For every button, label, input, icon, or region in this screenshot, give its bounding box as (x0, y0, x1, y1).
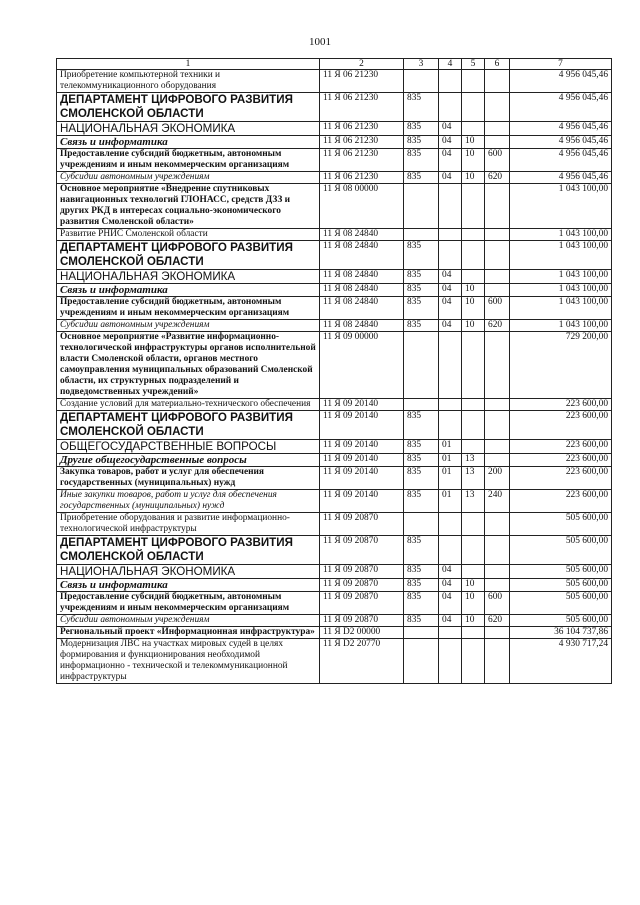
row-name-cell: ДЕПАРТАМЕНТ ЦИФРОВОГО РАЗВИТИЯ СМОЛЕНСКОЙ ОБЛАСТИ (57, 411, 320, 440)
row-name-cell: Создание условий для материально-технического обеспечения (57, 399, 320, 411)
table-row (57, 136, 612, 149)
section-code-cell: 04 (439, 579, 462, 592)
table-row (57, 270, 612, 284)
amount-cell: 36 104 737,86 (510, 627, 612, 639)
department-code-cell (404, 332, 439, 399)
row-name-cell: Связь и информатика (57, 136, 320, 149)
section-code-cell: 04 (439, 270, 462, 284)
expense-type-cell: 240 (485, 490, 510, 513)
section-code-cell: 04 (439, 122, 462, 136)
row-name-cell: НАЦИОНАЛЬНАЯ ЭКОНОМИКА (57, 565, 320, 579)
expense-type-cell (485, 565, 510, 579)
amount-cell: 4 956 045,46 (510, 149, 612, 172)
target-code-cell: 11 Я 06 21230 (320, 149, 404, 172)
row-name-cell: Закупка товаров, работ и услуг для обеспечения государственных (муниципальных) нужд (57, 467, 320, 490)
row-name-cell: НАЦИОНАЛЬНАЯ ЭКОНОМИКА (57, 122, 320, 136)
table-row (57, 513, 612, 536)
row-name-cell: ОБЩЕГОСУДАРСТВЕННЫЕ ВОПРОСЫ (57, 440, 320, 454)
department-code-cell: 835 (404, 592, 439, 615)
target-code-cell: 11 Я 09 20870 (320, 565, 404, 579)
table-row (57, 122, 612, 136)
table-row (57, 627, 612, 639)
department-code-cell: 835 (404, 172, 439, 184)
row-name-cell: Субсидии автономным учреждениям (57, 172, 320, 184)
amount-cell: 729 200,00 (510, 332, 612, 399)
target-code-cell: 11 Я 09 20870 (320, 513, 404, 536)
subsection-code-cell: 10 (462, 592, 485, 615)
amount-cell: 1 043 100,00 (510, 270, 612, 284)
amount-cell: 505 600,00 (510, 536, 612, 565)
expense-type-cell (485, 184, 510, 229)
amount-cell: 1 043 100,00 (510, 320, 612, 332)
section-code-cell (439, 93, 462, 122)
section-code-cell (439, 513, 462, 536)
table-row (57, 411, 612, 440)
expense-type-cell: 200 (485, 467, 510, 490)
amount-cell: 505 600,00 (510, 579, 612, 592)
target-code-cell: 11 Я 09 20140 (320, 399, 404, 411)
expense-type-cell (485, 513, 510, 536)
column-number: 6 (485, 59, 510, 70)
subsection-code-cell: 13 (462, 454, 485, 467)
expense-type-cell (485, 241, 510, 270)
department-code-cell: 835 (404, 615, 439, 627)
row-name-cell: ДЕПАРТАМЕНТ ЦИФРОВОГО РАЗВИТИЯ СМОЛЕНСКОЙ ОБЛАСТИ (57, 93, 320, 122)
expense-type-cell (485, 399, 510, 411)
table-row (57, 639, 612, 684)
section-code-cell (439, 411, 462, 440)
expense-type-cell: 620 (485, 615, 510, 627)
target-code-cell: 11 Я 09 20140 (320, 440, 404, 454)
row-name-cell: Иные закупки товаров, работ и услуг для обеспечения государственных (муниципальных) нужд (57, 490, 320, 513)
department-code-cell (404, 229, 439, 241)
section-code-cell: 04 (439, 136, 462, 149)
subsection-code-cell (462, 229, 485, 241)
row-name-cell: Основное мероприятие «Развитие информационно-технологической инфраструктуры органов исполнительной власти Смоленской области, органов местного самоуправления муниципальных образований Смоленской области, их структурных подразделений и подведомственных учреждений» (57, 332, 320, 399)
page-number: 1001 (309, 36, 331, 48)
amount-cell: 4 956 045,46 (510, 172, 612, 184)
expense-type-cell: 600 (485, 297, 510, 320)
target-code-cell: 11 Я 09 20140 (320, 411, 404, 440)
amount-cell: 4 930 717,24 (510, 639, 612, 684)
table-row (57, 399, 612, 411)
expense-type-cell (485, 70, 510, 93)
section-code-cell: 01 (439, 454, 462, 467)
department-code-cell: 835 (404, 270, 439, 284)
section-code-cell: 04 (439, 615, 462, 627)
department-code-cell: 835 (404, 122, 439, 136)
subsection-code-cell: 10 (462, 172, 485, 184)
table-row (57, 579, 612, 592)
expense-type-cell (485, 411, 510, 440)
subsection-code-cell: 10 (462, 297, 485, 320)
department-code-cell: 835 (404, 241, 439, 270)
table-body (57, 70, 612, 684)
table-row (57, 615, 612, 627)
department-code-cell: 835 (404, 440, 439, 454)
section-code-cell (439, 399, 462, 411)
row-name-cell: Приобретение компьютерной техники и телекоммуникационного оборудования (57, 70, 320, 93)
target-code-cell: 11 Я 09 20140 (320, 454, 404, 467)
row-name-cell: Развитие РНИС Смоленской области (57, 229, 320, 241)
department-code-cell: 835 (404, 454, 439, 467)
row-name-cell: Субсидии автономным учреждениям (57, 615, 320, 627)
amount-cell: 1 043 100,00 (510, 229, 612, 241)
row-name-cell: Приобретение оборудования и развитие информационно-технологической инфраструктуры (57, 513, 320, 536)
section-code-cell (439, 332, 462, 399)
target-code-cell: 11 Я 06 21230 (320, 136, 404, 149)
row-name-cell: Субсидии автономным учреждениям (57, 320, 320, 332)
expense-type-cell: 620 (485, 320, 510, 332)
subsection-code-cell (462, 70, 485, 93)
table-row (57, 70, 612, 93)
section-code-cell (439, 241, 462, 270)
amount-cell: 223 600,00 (510, 454, 612, 467)
subsection-code-cell: 10 (462, 284, 485, 297)
subsection-code-cell (462, 411, 485, 440)
amount-cell: 1 043 100,00 (510, 184, 612, 229)
subsection-code-cell (462, 440, 485, 454)
target-code-cell: 11 Я 08 24840 (320, 297, 404, 320)
table-row (57, 229, 612, 241)
section-code-cell (439, 184, 462, 229)
section-code-cell: 04 (439, 565, 462, 579)
amount-cell: 4 956 045,46 (510, 93, 612, 122)
row-name-cell: Связь и информатика (57, 579, 320, 592)
row-name-cell: Предоставление субсидий бюджетным, автономным учреждениям и иным некоммерческим организациям (57, 149, 320, 172)
expense-type-cell (485, 579, 510, 592)
subsection-code-cell: 13 (462, 467, 485, 490)
amount-cell: 505 600,00 (510, 592, 612, 615)
expense-type-cell: 600 (485, 149, 510, 172)
department-code-cell: 835 (404, 467, 439, 490)
table-row (57, 332, 612, 399)
department-code-cell: 835 (404, 320, 439, 332)
section-code-cell (439, 229, 462, 241)
section-code-cell: 01 (439, 440, 462, 454)
target-code-cell: 11 Я 08 24840 (320, 284, 404, 297)
amount-cell: 223 600,00 (510, 440, 612, 454)
budget-table (56, 58, 612, 684)
section-code-cell: 04 (439, 284, 462, 297)
amount-cell: 1 043 100,00 (510, 297, 612, 320)
column-number: 3 (404, 59, 439, 70)
expense-type-cell (485, 440, 510, 454)
section-code-cell: 01 (439, 467, 462, 490)
expense-type-cell (485, 122, 510, 136)
expense-type-cell (485, 270, 510, 284)
target-code-cell: 11 Я D2 00000 (320, 627, 404, 639)
table-row (57, 241, 612, 270)
target-code-cell: 11 Я 09 20870 (320, 592, 404, 615)
table-row (57, 297, 612, 320)
target-code-cell: 11 Я 09 20140 (320, 490, 404, 513)
target-code-cell: 11 Я 08 24840 (320, 320, 404, 332)
target-code-cell: 11 Я 09 20870 (320, 536, 404, 565)
department-code-cell: 835 (404, 579, 439, 592)
department-code-cell: 835 (404, 297, 439, 320)
amount-cell: 223 600,00 (510, 399, 612, 411)
section-code-cell: 04 (439, 149, 462, 172)
target-code-cell: 11 Я 08 24840 (320, 270, 404, 284)
subsection-code-cell (462, 536, 485, 565)
subsection-code-cell (462, 639, 485, 684)
subsection-code-cell: 13 (462, 490, 485, 513)
target-code-cell: 11 Я 06 21230 (320, 172, 404, 184)
subsection-code-cell (462, 184, 485, 229)
subsection-code-cell: 10 (462, 615, 485, 627)
target-code-cell: 11 Я D2 20770 (320, 639, 404, 684)
row-name-cell: ДЕПАРТАМЕНТ ЦИФРОВОГО РАЗВИТИЯ СМОЛЕНСКОЙ ОБЛАСТИ (57, 536, 320, 565)
section-code-cell (439, 627, 462, 639)
department-code-cell: 835 (404, 536, 439, 565)
target-code-cell: 11 Я 09 00000 (320, 332, 404, 399)
column-number: 1 (57, 59, 320, 70)
target-code-cell: 11 Я 06 21230 (320, 70, 404, 93)
amount-cell: 4 956 045,46 (510, 122, 612, 136)
amount-cell: 505 600,00 (510, 513, 612, 536)
department-code-cell: 835 (404, 284, 439, 297)
expense-type-cell (485, 536, 510, 565)
subsection-code-cell (462, 565, 485, 579)
amount-cell: 505 600,00 (510, 615, 612, 627)
row-name-cell: ДЕПАРТАМЕНТ ЦИФРОВОГО РАЗВИТИЯ СМОЛЕНСКОЙ ОБЛАСТИ (57, 241, 320, 270)
expense-type-cell (485, 627, 510, 639)
section-code-cell: 04 (439, 297, 462, 320)
expense-type-cell (485, 136, 510, 149)
section-code-cell (439, 536, 462, 565)
target-code-cell: 11 Я 06 21230 (320, 93, 404, 122)
row-name-cell: НАЦИОНАЛЬНАЯ ЭКОНОМИКА (57, 270, 320, 284)
subsection-code-cell: 10 (462, 320, 485, 332)
department-code-cell (404, 184, 439, 229)
department-code-cell (404, 627, 439, 639)
target-code-cell: 11 Я 08 24840 (320, 229, 404, 241)
expense-type-cell (485, 639, 510, 684)
table-row (57, 592, 612, 615)
target-code-cell: 11 Я 06 21230 (320, 122, 404, 136)
row-name-cell: Другие общегосударственные вопросы (57, 454, 320, 467)
column-number: 4 (439, 59, 462, 70)
table-row (57, 284, 612, 297)
expense-type-cell (485, 229, 510, 241)
column-number-row (57, 59, 612, 70)
department-code-cell: 835 (404, 411, 439, 440)
department-code-cell: 835 (404, 136, 439, 149)
expense-type-cell (485, 284, 510, 297)
department-code-cell (404, 399, 439, 411)
department-code-cell: 835 (404, 490, 439, 513)
amount-cell: 4 956 045,46 (510, 136, 612, 149)
department-code-cell: 835 (404, 93, 439, 122)
department-code-cell (404, 639, 439, 684)
amount-cell: 505 600,00 (510, 565, 612, 579)
column-number: 5 (462, 59, 485, 70)
amount-cell: 223 600,00 (510, 490, 612, 513)
subsection-code-cell: 10 (462, 149, 485, 172)
section-code-cell (439, 639, 462, 684)
section-code-cell (439, 70, 462, 93)
target-code-cell: 11 Я 08 00000 (320, 184, 404, 229)
department-code-cell (404, 513, 439, 536)
expense-type-cell: 600 (485, 592, 510, 615)
target-code-cell: 11 Я 09 20140 (320, 467, 404, 490)
amount-cell: 1 043 100,00 (510, 241, 612, 270)
table-row (57, 454, 612, 467)
table-row (57, 440, 612, 454)
table-row (57, 490, 612, 513)
table-row (57, 149, 612, 172)
row-name-cell: Предоставление субсидий бюджетным, автономным учреждениям и иным некоммерческим организациям (57, 297, 320, 320)
subsection-code-cell (462, 241, 485, 270)
expense-type-cell: 620 (485, 172, 510, 184)
expense-type-cell (485, 93, 510, 122)
column-number: 7 (510, 59, 612, 70)
amount-cell: 4 956 045,46 (510, 70, 612, 93)
table-row (57, 565, 612, 579)
table-row (57, 536, 612, 565)
expense-type-cell (485, 454, 510, 467)
section-code-cell: 04 (439, 320, 462, 332)
department-code-cell (404, 70, 439, 93)
subsection-code-cell: 10 (462, 136, 485, 149)
expense-type-cell (485, 332, 510, 399)
amount-cell: 223 600,00 (510, 467, 612, 490)
row-name-cell: Основное мероприятие «Внедрение спутниковых навигационных технологий ГЛОНАСС, средств ДЗЗ и других РКД в интересах социально-экономического развития Смоленской области» (57, 184, 320, 229)
subsection-code-cell (462, 627, 485, 639)
subsection-code-cell (462, 270, 485, 284)
subsection-code-cell (462, 122, 485, 136)
subsection-code-cell (462, 332, 485, 399)
table-row (57, 172, 612, 184)
subsection-code-cell (462, 93, 485, 122)
section-code-cell: 04 (439, 592, 462, 615)
target-code-cell: 11 Я 08 24840 (320, 241, 404, 270)
amount-cell: 1 043 100,00 (510, 284, 612, 297)
subsection-code-cell (462, 399, 485, 411)
target-code-cell: 11 Я 09 20870 (320, 615, 404, 627)
table-row (57, 467, 612, 490)
row-name-cell: Связь и информатика (57, 284, 320, 297)
department-code-cell: 835 (404, 149, 439, 172)
target-code-cell: 11 Я 09 20870 (320, 579, 404, 592)
row-name-cell: Региональный проект «Информационная инфраструктура» (57, 627, 320, 639)
amount-cell: 223 600,00 (510, 411, 612, 440)
column-number: 2 (320, 59, 404, 70)
subsection-code-cell (462, 513, 485, 536)
department-code-cell: 835 (404, 565, 439, 579)
row-name-cell: Модернизация ЛВС на участках мировых судей в целях формирования и функционирования необходимой информационно - технической и телекоммуникационной инфраструктуры (57, 639, 320, 684)
table-row (57, 320, 612, 332)
section-code-cell: 01 (439, 490, 462, 513)
table-row (57, 93, 612, 122)
row-name-cell: Предоставление субсидий бюджетным, автономным учреждениям и иным некоммерческим организациям (57, 592, 320, 615)
table-row (57, 184, 612, 229)
section-code-cell: 04 (439, 172, 462, 184)
subsection-code-cell: 10 (462, 579, 485, 592)
